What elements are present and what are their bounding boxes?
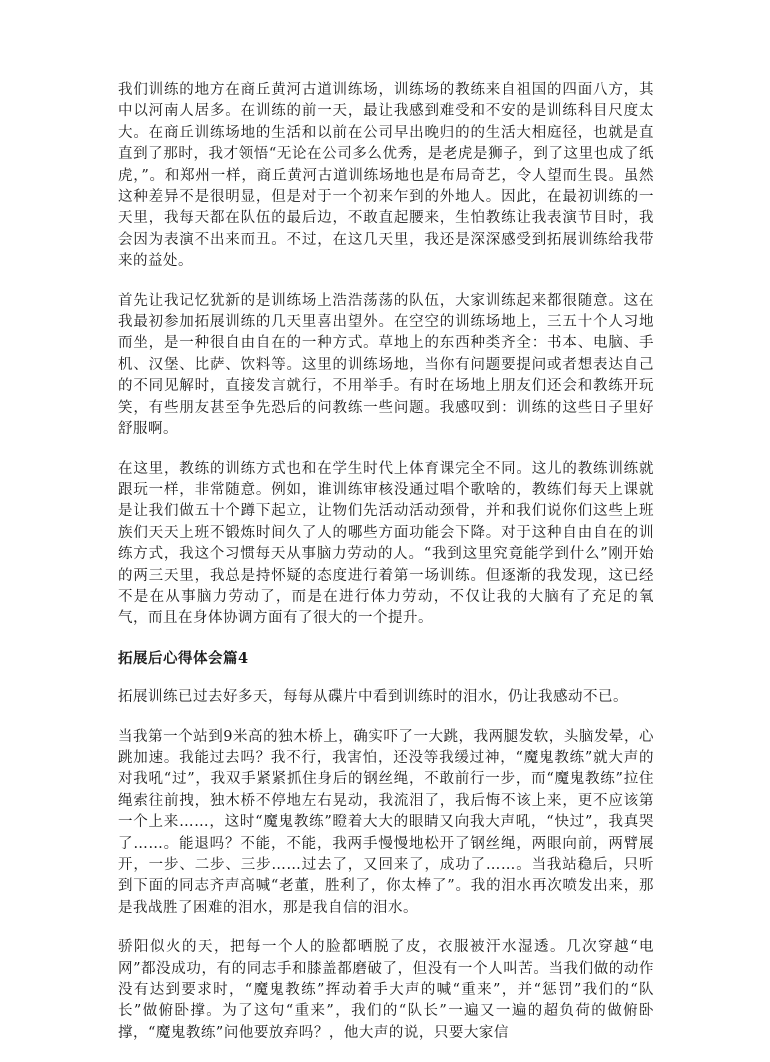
paragraph-1: 我们训练的地方在商丘黄河古道训练场，训练场的教练来自祖国的四面八方，其中以河南人居多。在训练的前一天，最让我感到难受和不安的是训练科目尺度太大。在商丘训练场地的生活和以前在公司早出晚归的的生活大相庭径，也就是直直到了那时，我才领悟“无论在公司多么优秀，是老虎是狮子，到了这里也成了纸虎，”。和郑州一样，商丘黄河古道训练场地也是布局奇艺，令人望而生畏。虽然这种差异不是很明显，但是对于一个初来乍到的外地人。因此，在最初训练的一天里，我每天都在队伍的最后边，不敢直起腰来，生怕教练让我表演节目时，我会因为表演不出来而丑。不过，在这几天里，我还是深深感受到拓展训练给我带来的益处。 <box>118 82 654 270</box>
paragraph-5: 当我第一个站到9米高的独木桥上，确实吓了一大跳，我两腿发软，头脑发晕，心跳加速。我能过去吗？我不行，我害怕，还没等我缓过神，“魔鬼教练”就大声的对我吼“过”，我双手紧紧抓住身后的钢丝绳，不敢前行一步，而“魔鬼教练”拉住绳索往前拽，独木桥不停地左右晃动，我流泪了，我后悔不该上来，更不应该第一个上来……，这时“魔鬼教练”瞪着大大的眼睛又向我大声吼，“快过”，我真哭了……。能退吗？不能，不能，我两手慢慢地松开了钢丝绳，两眼向前，两臂展开，一步、二步、三步……过去了，又回来了，成功了……。当我站稳后，只听到下面的同志齐声高喊“老董，胜利了，你太棒了”。我的泪水再次喷发出来，那是我战胜了困难的泪水，那是我自信的泪水。 <box>118 728 654 916</box>
section-heading: 拓展后心得体会篇4 <box>118 649 249 667</box>
document-page <box>118 80 654 1062</box>
paragraph-4: 拓展训练已过去好多天，每每从碟片中看到训练时的泪水，仍让我感动不已。 <box>118 689 628 706</box>
paragraph-2: 首先让我记忆犹新的是训练场上浩浩荡荡的队伍，大家训练起来都很随意。这在我最初参加拓展训练的几天里喜出望外。在空空的训练场地上，三五十个人习地而坐，是一种很自由自在的一种方式。草地上的东西种类齐全：书本、电脑、手机、汉堡、比萨、饮料等。这里的训练场地，当你有问题要提问或者想表达自己的不同见解时，直接发言就行，不用举手。有时在场地上朋友们还会和教练开玩笑，有些朋友甚至争先恐后的问教练一些问题。我感叹到：训练的这些日子里好舒服啊。 <box>118 292 654 438</box>
paragraph-6: 骄阳似火的天，把每一个人的脸都晒脱了皮，衣服被汗水湿透。几次穿越“电网”都没成功，有的同志手和膝盖都磨破了，但没有一个人叫苦。当我们做的动作没有达到要求时，“魔鬼教练”挥动着手大声的喊“重来”，并“惩罚”我们的“队长”做俯卧撑。为了这句“重来”，我们的“队长”一遍又一遍的超负荷的做俯卧撑，“魔鬼教练”问他要放弃吗？，他大声的说，只要大家信 <box>118 939 654 1041</box>
paragraph-3: 在这里，教练的训练方式也和在学生时代上体育课完全不同。这儿的教练训练就跟玩一样，非常随意。例如，谁训练审核没通过唱个歌啥的，教练们每天上课就是让我们做五十个蹲下起立，让物们先活动活动颈骨，并和我们说你们这些上班族们天天上班不锻炼时间久了人的哪些方面功能会下降。对于这种自由自在的训练方式，我这个习惯每天从事脑力劳动的人。“我到这里究竟能学到什么”刚开始的两三天里，我总是持怀疑的态度进行着第一场训练。但逐渐的我发现，这已经不是在从事脑力劳动了，而是在进行体力劳动，不仅让我的大脑有了充足的氧气，而且在身体协调方面有了很大的一个提升。 <box>118 460 654 627</box>
